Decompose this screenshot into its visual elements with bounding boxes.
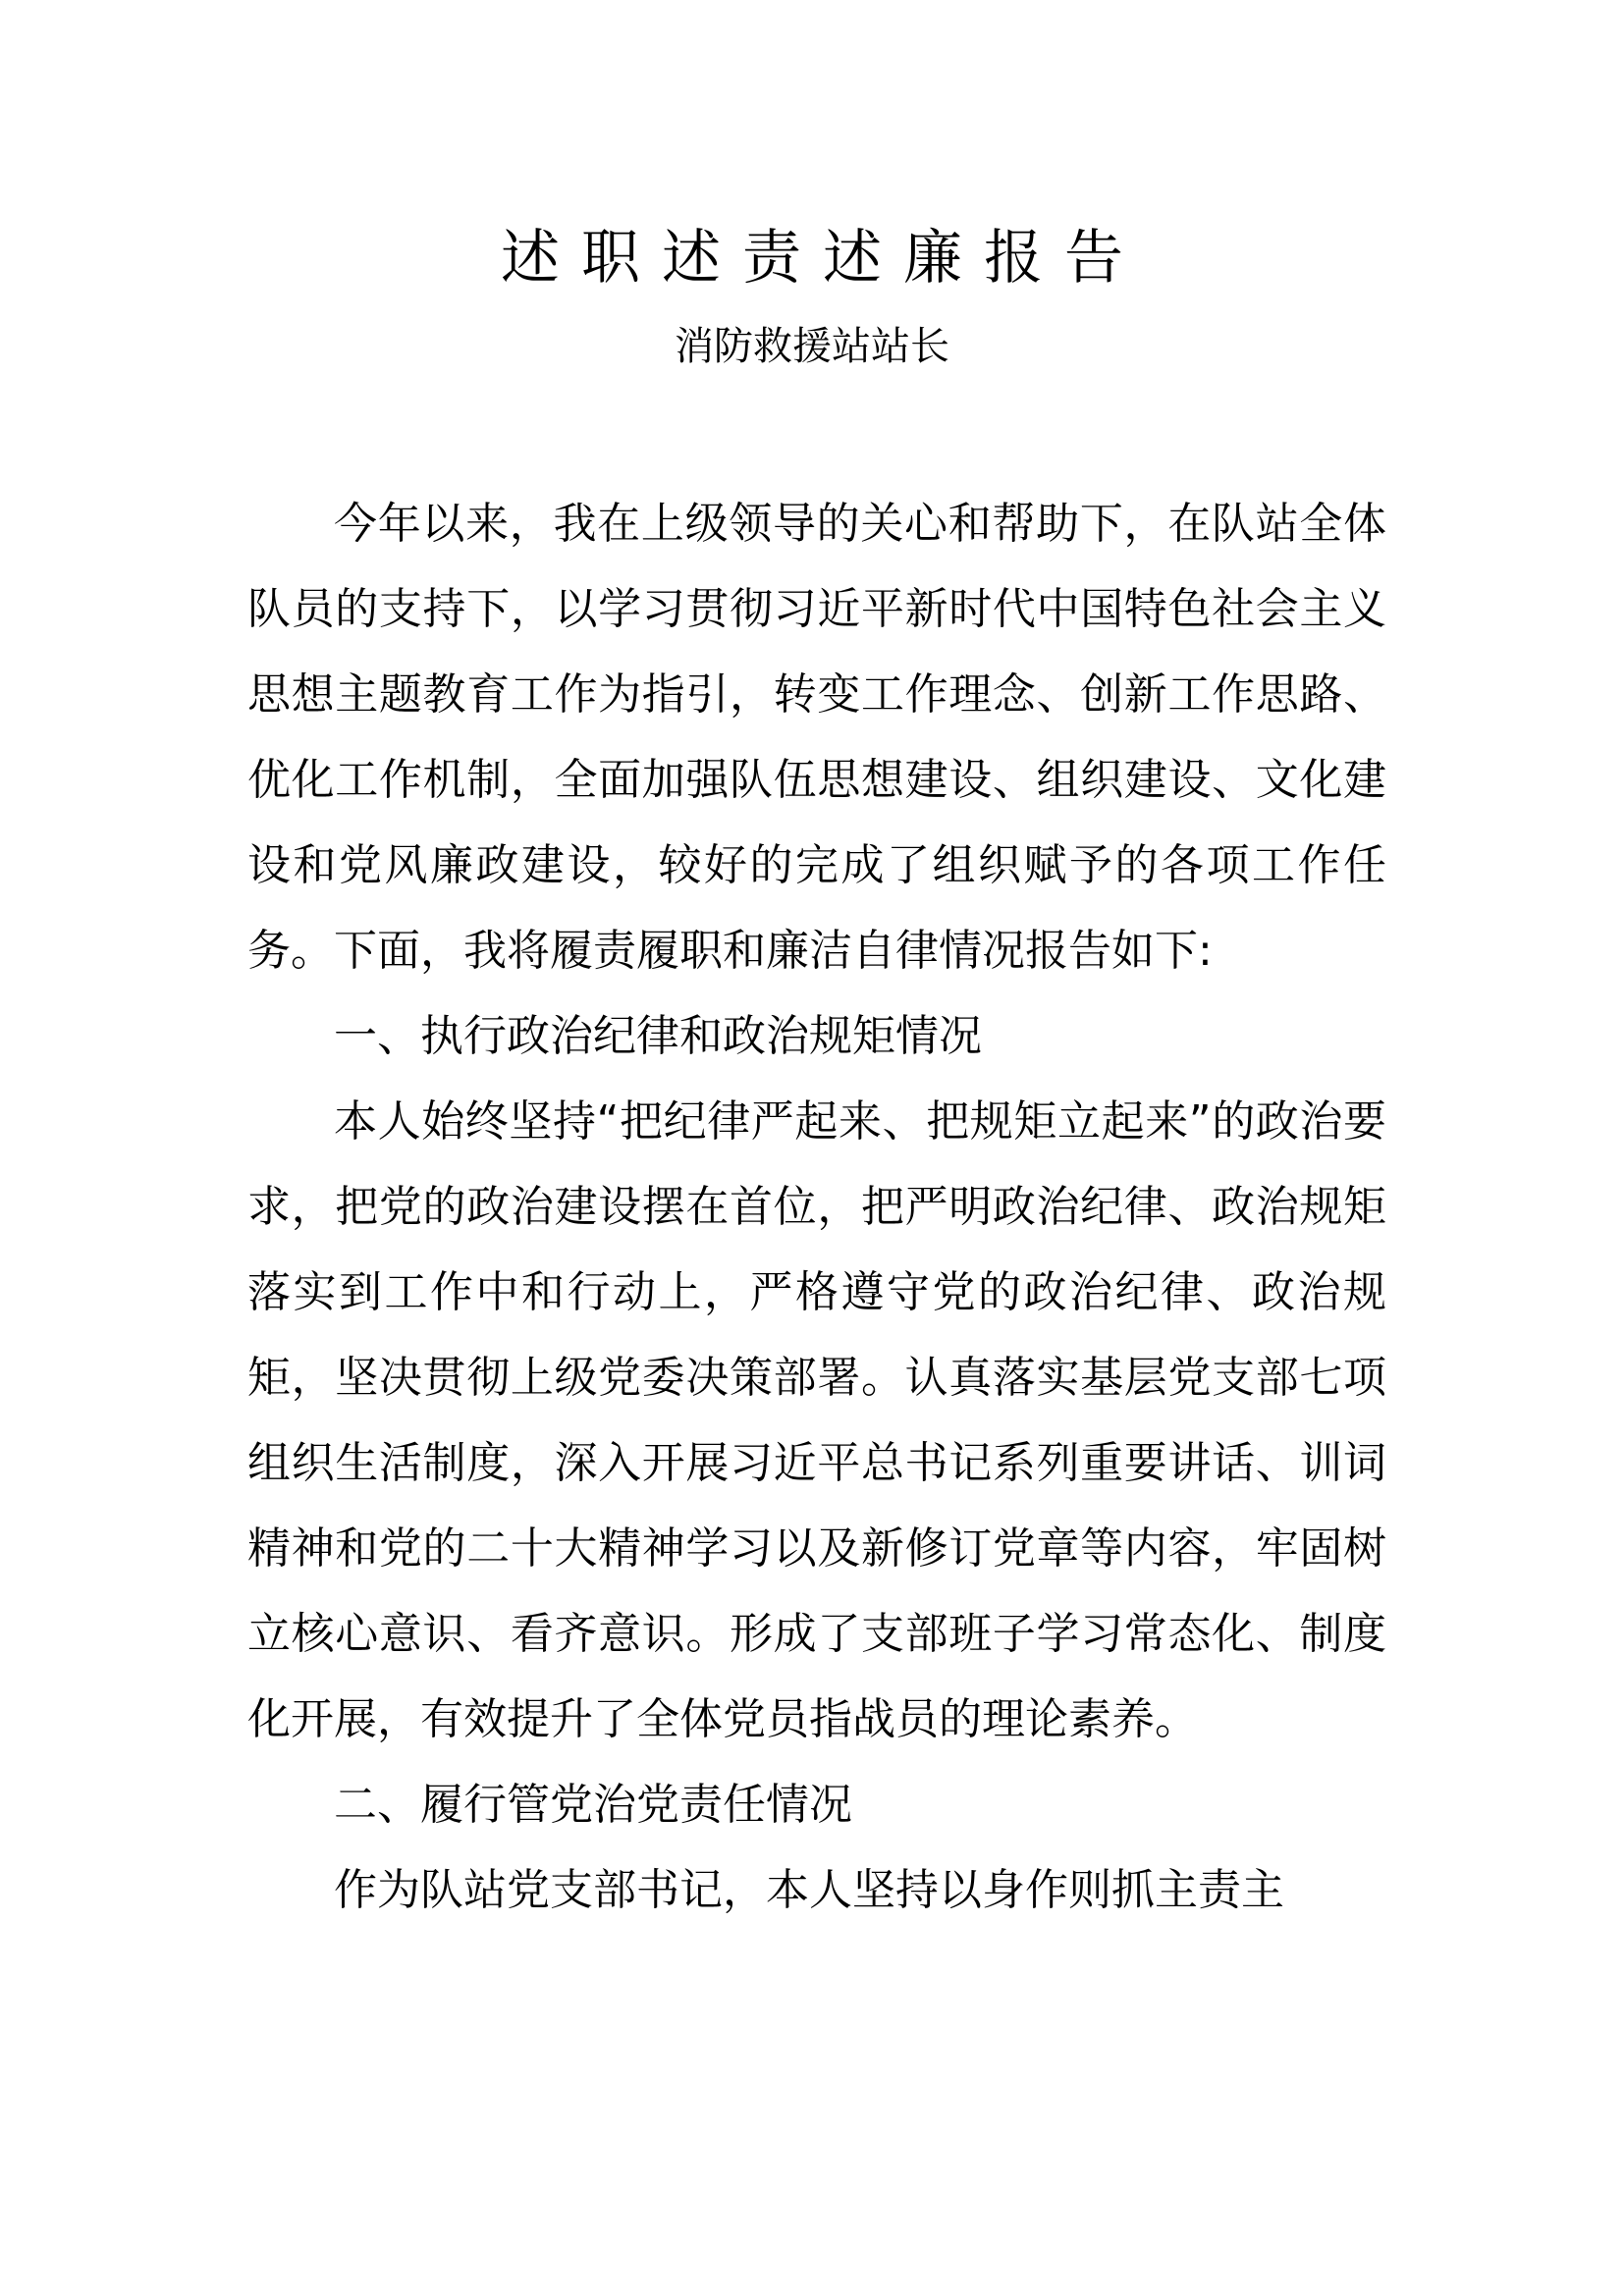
section-2-paragraph: 作为队站党支部书记，本人坚持以身作则抓主责主 <box>334 1865 1284 1915</box>
section-heading-1: 一、执行政治纪律和政治规矩情况 <box>334 1011 982 1061</box>
document-title: 述职述责述廉报告 <box>501 224 1145 293</box>
intro-paragraph: 今年以来，我在上级领导的关心和帮助下，在队站全体队员的支持下，以学习贯彻习近平新时代中国特色社会主义思想主题教育工作为指引，转变工作理念、创新工作思路、优化工作机制，全面加强队伍思想建设、组织建设、文化建设和党风廉政建设，较好的完成了组织赋予的各项工作任务。下面，我将履责履职和廉洁自律情况报告如下: <box>247 499 1386 976</box>
document-body <box>247 481 1386 1933</box>
document-subtitle: 消防救援站站长 <box>675 324 949 369</box>
section-heading-2: 二、履行管党治党责任情况 <box>334 1780 852 1830</box>
section-1-paragraph: 本人始终坚持“把纪律严起来、把规矩立起来”的政治要求，把党的政治建设摆在首位，把严明政治纪律、政治规矩落实到工作中和行动上，严格遵守党的政治纪律、政治规矩，坚决贯彻上级党委决策部署。认真落实基层党支部七项组织生活制度，深入开展习近平总书记系列重要讲话、训词精神和党的二十大精神学习以及新修订党章等内容，牢固树立核心意识、看齐意识。形成了支部班子学习常态化、制度化开展，有效提升了全体党员指战员的理论素养。 <box>247 1096 1386 1744</box>
